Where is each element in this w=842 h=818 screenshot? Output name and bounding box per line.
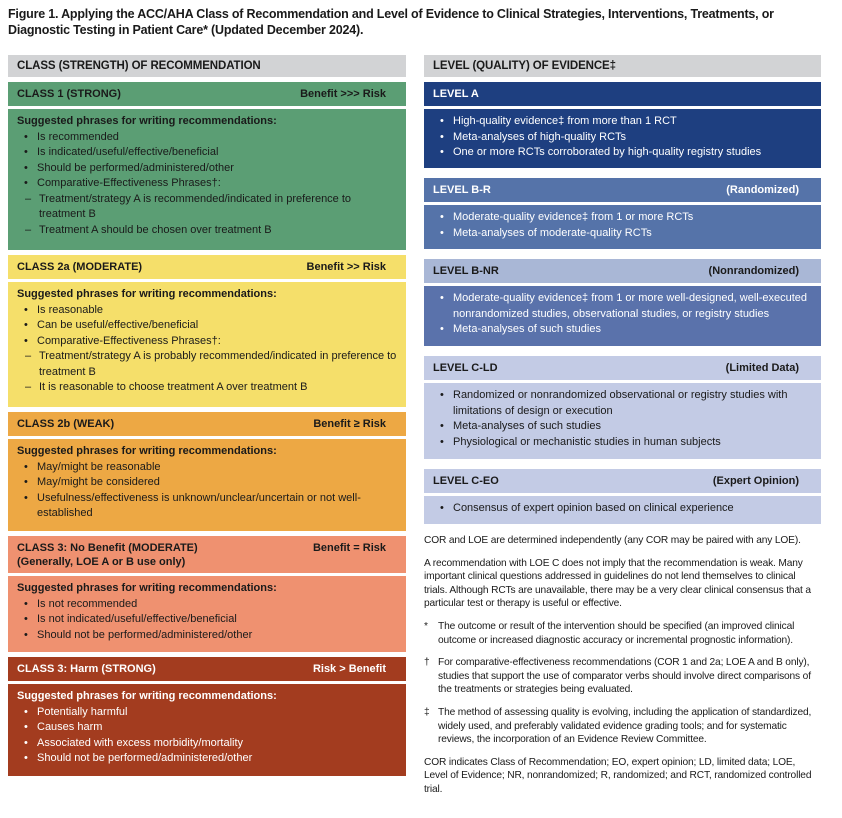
list-item: • Associated with excess morbidity/mortality — [17, 736, 397, 752]
level-column-header: LEVEL (QUALITY) OF EVIDENCE‡ — [424, 55, 821, 77]
level-name: LEVEL C-LD — [433, 362, 498, 374]
list-item: • Physiological or mechanistic studies in human subjects — [433, 435, 812, 451]
class-name: CLASS 3: No Benefit (MODERATE) (Generally, LOE A or B use only) — [17, 542, 198, 568]
class-1-block — [8, 82, 406, 250]
class-ratio: Benefit ≥ Risk — [313, 418, 386, 430]
list-item: • High-quality evidence‡ from more than 1 RCT — [433, 114, 812, 130]
level-c-ld-body — [424, 383, 821, 459]
level-b-r-block — [424, 178, 821, 249]
class-name: CLASS 2b (WEAK) — [17, 418, 115, 430]
phrases-lead: Suggested phrases for writing recommendations: — [17, 445, 277, 457]
level-b-r-header — [424, 178, 821, 202]
class-2b-header — [8, 412, 406, 436]
list-item: • Meta-analyses of such studies — [433, 419, 812, 435]
list-item: • Is reasonable — [17, 303, 397, 319]
class-2b-body — [8, 439, 406, 531]
sub-list-item: – Treatment/strategy A is probably recommended/indicated in preference to treatment B — [17, 349, 397, 380]
footnote-text: The outcome or result of the intervention should be specified (an improved clinical outcome or increased diagnostic accuracy or incremental prognostic information). — [438, 620, 795, 646]
footnote — [424, 656, 821, 697]
list-item: • Usefulness/effectiveness is unknown/unclear/uncertain or not well-established — [17, 491, 397, 522]
phrases-lead: Suggested phrases for writing recommendations: — [17, 115, 277, 127]
list-item: • Meta-analyses of high-quality RCTs — [433, 130, 812, 146]
list-item: • One or more RCTs corroborated by high-quality registry studies — [433, 145, 812, 161]
level-c-eo-header — [424, 469, 821, 493]
level-name: LEVEL B-NR — [433, 265, 499, 277]
level-b-nr-body — [424, 286, 821, 346]
level-b-r-body — [424, 205, 821, 249]
level-a-block — [424, 82, 821, 168]
footnote-text: The method of assessing quality is evolving, including the application of standardized, widely used, and preferably validated evidence grading tools; and for systematic reviews, the incorporation of an Evidence Review Committee. — [438, 706, 812, 746]
list-item: • May/might be reasonable — [17, 460, 397, 476]
list-item: • Potentially harmful — [17, 705, 397, 721]
class-of-recommendation-column — [8, 55, 406, 781]
footnote-text: For comparative-effectiveness recommendations (COR 1 and 2a; LOE A and B only), studies that support the use of comparator verbs should involve direct comparisons of the treatments or strategies being evaluated. — [438, 657, 811, 696]
class-ratio: Benefit >> Risk — [306, 261, 386, 273]
level-name: LEVEL A — [433, 88, 479, 100]
class-3-no-benefit-body — [8, 576, 406, 652]
sub-list-item: – Treatment/strategy A is recommended/indicated in preference to treatment B — [17, 192, 397, 223]
list-item: • Moderate-quality evidence‡ from 1 or more RCTs — [433, 210, 812, 226]
class-3-no-benefit-header — [8, 536, 406, 573]
level-a-header — [424, 82, 821, 106]
notes-section — [424, 534, 821, 797]
sub-list-item: – Treatment A should be chosen over treatment B — [17, 223, 397, 239]
class-ratio: Benefit = Risk — [312, 542, 386, 554]
class-name: CLASS 3: Harm (STRONG) — [17, 663, 156, 675]
note-loe-c: A recommendation with LOE C does not imply that the recommendation is weak. Many important clinical questions addressed in guidelines do not lend themselves to clinical trials. Although RCTs are unavailable, there may be a very clear clinical consensus that a particular test or therapy is useful or effective. — [424, 557, 811, 610]
class-1-header — [8, 82, 406, 106]
footnote — [424, 620, 821, 647]
class-2a-header — [8, 255, 406, 279]
level-of-evidence-column — [424, 55, 821, 806]
level-b-nr-block — [424, 259, 821, 346]
list-item: • May/might be considered — [17, 475, 397, 491]
list-item: • Comparative-Effectiveness Phrases†: — [17, 334, 397, 350]
list-item: • Comparative-Effectiveness Phrases†: — [17, 176, 397, 192]
class-2b-block — [8, 412, 406, 531]
list-item: • Is indicated/useful/effective/beneficial — [17, 145, 397, 161]
note-independent: COR and LOE are determined independently (any COR may be paired with any LOE). — [424, 535, 801, 546]
class-column-header: CLASS (STRENGTH) OF RECOMMENDATION — [8, 55, 406, 77]
level-name: LEVEL B-R — [433, 184, 491, 196]
figure-title: Figure 1. Applying the ACC/AHA Class of Recommendation and Level of Evidence to Clinical Strategies, Interventions, Treatments, or Diagnostic Testing in Patient Care* (Updated December 2024). — [8, 7, 774, 37]
level-tag: (Limited Data) — [725, 362, 799, 374]
class-ratio: Risk > Benefit — [312, 663, 386, 675]
list-item: • Is not recommended — [17, 597, 397, 613]
footnote-symbol: * — [424, 620, 428, 632]
list-item: • Moderate-quality evidence‡ from 1 or more well-designed, well-executed nonrandomized studies, observational studies, or registry studies — [433, 291, 812, 322]
level-c-eo-block — [424, 469, 821, 524]
sub-list-item: – It is reasonable to choose treatment A over treatment B — [17, 380, 397, 396]
list-item: • Randomized or nonrandomized observational or registry studies with limitations of design or execution — [433, 388, 812, 419]
phrases-lead: Suggested phrases for writing recommendations: — [17, 690, 277, 702]
level-c-eo-body — [424, 496, 821, 524]
list-item: • Should not be performed/administered/other — [17, 751, 397, 767]
class-2a-body — [8, 282, 406, 407]
footnote — [424, 706, 821, 747]
level-c-ld-header — [424, 356, 821, 380]
list-item: • Consensus of expert opinion based on clinical experience — [433, 501, 812, 517]
list-item: • Meta-analyses of such studies — [433, 322, 812, 338]
phrases-lead: Suggested phrases for writing recommendations: — [17, 288, 277, 300]
list-item: • Should be performed/administered/other — [17, 161, 397, 177]
class-ratio: Benefit >>> Risk — [300, 88, 386, 100]
level-c-ld-block — [424, 356, 821, 459]
level-tag: (Expert Opinion) — [712, 475, 799, 487]
list-item: • Should not be performed/administered/other — [17, 628, 397, 644]
level-a-body — [424, 109, 821, 168]
class-3-harm-header — [8, 657, 406, 681]
class-name: CLASS 1 (STRONG) — [17, 88, 121, 100]
list-item: • Causes harm — [17, 720, 397, 736]
class-3-harm-block — [8, 657, 406, 776]
class-3-no-benefit-block — [8, 536, 406, 652]
class-3-harm-body — [8, 684, 406, 776]
class-2a-block — [8, 255, 406, 407]
footnote-symbol: ‡ — [424, 706, 430, 718]
class-name: CLASS 2a (MODERATE) — [17, 261, 143, 273]
footnote-symbol: † — [424, 657, 430, 669]
list-item: • Meta-analyses of moderate-quality RCTs — [433, 226, 812, 242]
level-name: LEVEL C-EO — [433, 475, 499, 487]
list-item: • Is recommended — [17, 130, 397, 146]
list-item: • Is not indicated/useful/effective/beneficial — [17, 612, 397, 628]
class-1-body — [8, 109, 406, 250]
abbreviations: COR indicates Class of Recommendation; EO, expert opinion; LD, limited data; LOE, Level of Evidence; NR, nonrandomized; R, randomized; and RCT, randomized controlled trial. — [424, 756, 812, 795]
level-tag: (Randomized) — [726, 184, 799, 196]
list-item: • Can be useful/effective/beneficial — [17, 318, 397, 334]
level-b-nr-header — [424, 259, 821, 283]
phrases-lead: Suggested phrases for writing recommendations: — [17, 582, 277, 594]
level-tag: (Nonrandomized) — [708, 265, 799, 277]
